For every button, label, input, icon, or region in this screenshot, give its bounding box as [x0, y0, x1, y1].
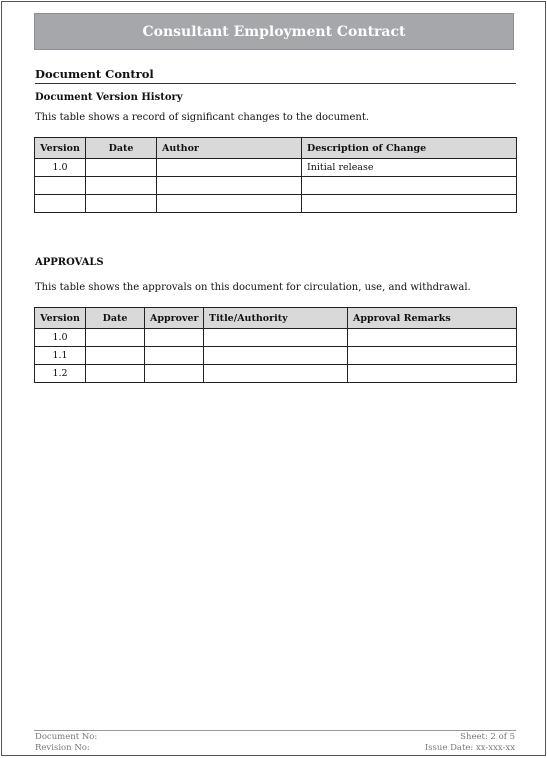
- author-cell[interactable]: [157, 195, 302, 213]
- approvals-heading: APPROVALS: [35, 257, 104, 268]
- approval-remarks-cell[interactable]: [348, 365, 517, 383]
- date-cell[interactable]: [86, 195, 157, 213]
- version-history-intro: This table shows a record of significant changes to the document.: [35, 112, 370, 123]
- version-cell[interactable]: 1.0: [35, 329, 86, 347]
- description-cell[interactable]: [302, 195, 517, 213]
- version-cell[interactable]: 1.1: [35, 347, 86, 365]
- revision-number: Revision No:: [35, 743, 90, 753]
- sheet-number: Sheet: 2 of 5: [460, 732, 515, 742]
- document-page: [1, 1, 546, 756]
- table-header-row: [35, 308, 517, 329]
- column-header-approver: Approver: [145, 308, 204, 329]
- document-number: Document No:: [35, 732, 98, 742]
- title-authority-cell[interactable]: [204, 365, 348, 383]
- date-cell[interactable]: [86, 329, 145, 347]
- approval-remarks-cell[interactable]: [348, 347, 517, 365]
- table-row: [35, 347, 517, 365]
- version-history-heading: Document Version History: [35, 92, 183, 103]
- column-header-approval-remarks: Approval Remarks: [348, 308, 517, 329]
- approvals-table: [34, 307, 517, 383]
- version-cell[interactable]: 1.2: [35, 365, 86, 383]
- version-cell[interactable]: 1.0: [35, 159, 86, 177]
- date-cell[interactable]: [86, 177, 157, 195]
- footer-left: [35, 732, 97, 754]
- column-header-version: Version: [35, 308, 86, 329]
- title-authority-cell[interactable]: [204, 347, 348, 365]
- approval-remarks-cell[interactable]: [348, 329, 517, 347]
- author-cell[interactable]: [157, 159, 302, 177]
- column-header-version: Version: [35, 138, 86, 159]
- date-cell[interactable]: [86, 159, 157, 177]
- table-row: [35, 365, 517, 383]
- document-title: Consultant Employment Contract: [34, 13, 514, 50]
- footer-divider: [34, 730, 516, 731]
- version-history-table: [34, 137, 517, 213]
- approver-cell[interactable]: [145, 347, 204, 365]
- description-cell[interactable]: Initial release: [302, 159, 517, 177]
- description-cell[interactable]: [302, 177, 517, 195]
- version-cell[interactable]: [35, 195, 86, 213]
- document-control-heading: Document Control: [35, 67, 516, 84]
- table-row: [35, 195, 517, 213]
- table-row: [35, 159, 517, 177]
- date-cell[interactable]: [86, 365, 145, 383]
- title-authority-cell[interactable]: [204, 329, 348, 347]
- table-row: [35, 177, 517, 195]
- issue-date: Issue Date: xx-xxx-xx: [424, 743, 515, 753]
- column-header-date: Date: [86, 138, 157, 159]
- column-header-author: Author: [157, 138, 302, 159]
- version-cell[interactable]: [35, 177, 86, 195]
- date-cell[interactable]: [86, 347, 145, 365]
- table-header-row: [35, 138, 517, 159]
- footer-right: [425, 732, 515, 754]
- author-cell[interactable]: [157, 177, 302, 195]
- column-header-title-authority: Title/Authority: [204, 308, 348, 329]
- approver-cell[interactable]: [145, 329, 204, 347]
- table-row: [35, 329, 517, 347]
- column-header-description: Description of Change: [302, 138, 517, 159]
- approver-cell[interactable]: [145, 365, 204, 383]
- column-header-date: Date: [86, 308, 145, 329]
- approvals-intro: This table shows the approvals on this document for circulation, use, and withdrawal.: [35, 282, 471, 293]
